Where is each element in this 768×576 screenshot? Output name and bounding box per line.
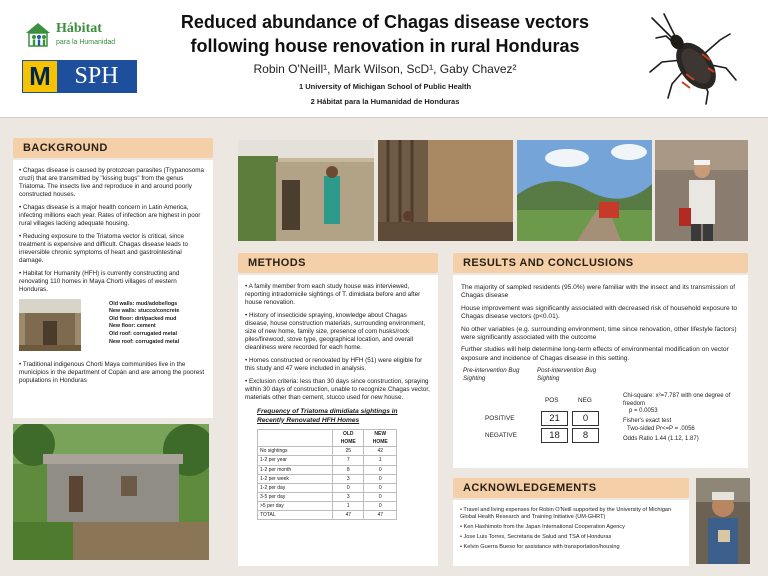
acknowledgements-panel <box>453 500 689 566</box>
row-negative: NEGATIVE <box>485 432 517 440</box>
methods-panel <box>238 275 438 566</box>
column-pos: POS <box>545 397 559 405</box>
floor-new: New floor: cement <box>109 323 156 330</box>
table-row <box>258 465 397 474</box>
sph-wordmark: SPH <box>57 61 136 92</box>
stat-chi-square-p: p = 0.0053 <box>629 408 658 415</box>
table-cell: 47 <box>333 511 364 520</box>
poster-header <box>0 0 768 118</box>
table-cell: No sightings <box>258 447 333 456</box>
table-row <box>258 474 397 483</box>
table-cell: 42 <box>364 447 397 456</box>
table-cell: 3-5 per day <box>258 492 333 501</box>
background-heading-band <box>13 138 213 158</box>
sightings-table <box>257 429 397 520</box>
background-bullet-3: • Reducing exposure to the Triatoma vector is critical, since treatment is expensive and difficult. Chagas disease leads to irreversible chronic symptoms of heart and gastrointestinal damage. <box>19 232 188 265</box>
photo-mud-wall <box>378 140 513 241</box>
table-cell: 3 <box>333 492 364 501</box>
affiliation-1: 1 University of Michigan School of Public Health <box>298 82 472 91</box>
background-heading: BACKGROUND <box>23 142 108 154</box>
umich-m-mark: M <box>23 61 57 92</box>
cell-neg-neg: 8 <box>572 428 599 443</box>
housing-comparison <box>19 299 207 357</box>
table-cell: 0 <box>364 474 397 483</box>
table-header-cell <box>258 430 333 447</box>
pre-intervention-label: Pre-intervention Bug Sighting <box>463 367 520 382</box>
table-row <box>258 483 397 492</box>
table-row <box>258 492 397 501</box>
table-header-row <box>258 430 397 447</box>
title-line-2: following house renovation in rural Honduras <box>190 36 580 56</box>
methods-bullet-2: • History of insecticide spraying, knowledge about Chagas disease, house construction materials, surrounding environment, size of new home, family size, presence of corn husks/rock piles/firewood, stove type, geographical location, and overall cleanliness were recorded for each home. <box>245 311 426 352</box>
table-cell: 0 <box>364 465 397 474</box>
results-para-3: No other variables (e.g. surrounding environment, time since renovation, other lifestyle factors) were significantly associated with the outcome <box>461 325 737 342</box>
photo-child <box>696 478 750 564</box>
table-header-cell: OLD HOME <box>333 430 364 447</box>
background-panel <box>13 160 213 418</box>
table-cell: 1 <box>364 456 397 465</box>
table-row <box>258 447 397 456</box>
stat-odds-ratio: Odds Ratio 1.44 (1.12, 1.87) <box>623 436 699 443</box>
table-cell: 1-2 per day <box>258 483 333 492</box>
table-cell: 3 <box>333 474 364 483</box>
sightings-table-title <box>257 408 407 425</box>
cell-neg-pos: 18 <box>541 428 568 443</box>
walls-new: New walls: stucco/concrete <box>109 308 180 315</box>
habitat-logo-name: Hábitat <box>56 21 102 36</box>
table-cell: >5 per day <box>258 501 333 510</box>
habitat-logo-subtitle: para la Humanidad <box>56 39 116 46</box>
stat-fisher: Fisher's exact test <box>623 418 672 425</box>
table-cell: 7 <box>333 456 364 465</box>
stat-fisher-p: Two-sided Pr<=P = .0056 <box>627 425 695 432</box>
row-positive: POSITIVE <box>485 415 515 423</box>
old-house-photo <box>19 299 81 351</box>
results-heading-band <box>453 253 748 273</box>
results-panel <box>453 275 748 468</box>
walls-old: Old walls: mud/adobe/logs <box>109 300 178 307</box>
author-list: Robin O'Neill¹, Mark Wilson, ScD¹, Gaby Chavez² <box>253 62 517 76</box>
table-cell: 0 <box>364 501 397 510</box>
table-row <box>258 456 397 465</box>
kissing-bug-icon <box>642 12 742 107</box>
table-cell: TOTAL <box>258 511 333 520</box>
background-bullet-1: • Chagas disease is caused by protozoan parasites (Trypanosoma cruzi) that are transmitted by "kissing bugs" from the genus Triatoma. The insects live and reproduce in and around poorly constructed houses. <box>19 167 205 199</box>
cell-pos-neg: 0 <box>572 411 599 426</box>
table-title-species: Triatoma dimidiata <box>300 408 359 415</box>
roof-new: New roof: corrugated metal <box>109 338 180 345</box>
cell-pos-pos: 21 <box>541 411 568 426</box>
photo-valley-road <box>517 140 652 241</box>
methods-bullet-1: • A family member from each study house was interviewed, reporting intradomicile sightings of T. dimidiata before and after house renovation. <box>245 283 421 307</box>
title-line-1: Reduced abundance of Chagas disease vectors <box>180 12 590 32</box>
ack-item-3: • Jose Luis Torres, Secretaria de Salud and TSA of Honduras <box>460 534 612 541</box>
methods-bullet-3: • Homes constructed or renovated by HFH (51) were eligible for this study and 47 were included in analysis. <box>245 356 423 373</box>
background-bullet-5: • Traditional indigenous Chorti Maya communities live in the municipios in the department of Copán and are among the poorest populations in Honduras <box>19 360 205 384</box>
table-row <box>258 501 397 510</box>
new-house-photo <box>13 424 209 560</box>
table-cell: 1 <box>333 501 364 510</box>
table-cell: 1-2 per week <box>258 474 333 483</box>
habitat-logo <box>24 20 120 50</box>
housing-materials-list <box>109 301 179 347</box>
column-neg: NEG <box>578 397 592 405</box>
floor-old: Old floor: dirt/packed mud <box>109 315 177 322</box>
table-cell: 0 <box>364 483 397 492</box>
umich-sph-logo <box>22 60 137 93</box>
ack-item-1: • Travel and living expenses for Robin O'Neill supported by the University of Michigan Global Health Research and Training Initiative (UM-GHRT) <box>460 507 672 521</box>
affiliation-2: 2 Hábitat para la Humanidad de Honduras <box>310 97 460 106</box>
table-cell: 0 <box>364 492 397 501</box>
results-para-1: The majority of sampled residents (95.0%) were familiar with the insect and its transmission of Chagas disease <box>461 284 736 300</box>
results-para-4: Further studies will help determine long-term effects of environmental modification on vector exposure and incidence of Chagas disease in this setting. <box>461 346 729 362</box>
table-cell: 8 <box>333 465 364 474</box>
results-heading: RESULTS AND CONCLUSIONS <box>463 257 634 269</box>
table-cell: 25 <box>333 447 364 456</box>
table-title-part-1: Frequency of <box>257 408 301 415</box>
table-cell: 47 <box>364 511 397 520</box>
methods-bullet-4: • Exclusion criteria: less than 30 days since construction, spraying within 30 days of construction, unable to recognize Chagas vector, materials other than cement, stucco used for new house. <box>245 377 430 401</box>
photo-house-woman <box>238 140 374 241</box>
poster-title <box>150 10 620 58</box>
table-cell: 1-2 per month <box>258 465 333 474</box>
table-row <box>258 511 397 520</box>
sightings-frequency-table <box>257 429 397 520</box>
house-people-icon <box>24 20 52 48</box>
photo-researcher <box>655 140 748 241</box>
table-title-part-2: sightings in Recently Renovated HFH Homes <box>257 408 398 424</box>
table-cell: 0 <box>333 483 364 492</box>
contingency-table-area <box>461 365 740 457</box>
acknowledgements-heading: ACKNOWLEDGEMENTS <box>463 482 597 494</box>
post-intervention-label: Post-intervention Bug Sighting <box>537 367 597 382</box>
methods-heading: METHODS <box>248 257 306 269</box>
acknowledgements-heading-band <box>453 478 689 498</box>
ack-item-2: • Ken Hashimoto from the Japan International Cooperation Agency <box>460 524 625 531</box>
methods-heading-band <box>238 253 438 273</box>
table-header-cell: NEW HOME <box>364 430 397 447</box>
stat-chi-square: Chi-square: x²=7.787 with one degree of freedom <box>623 393 731 407</box>
background-bullet-2: • Chagas disease is a major health concern in Latin America, infecting millions each year. Rates of infection are highest in poor rural villages lacking adequate housing. <box>19 203 201 228</box>
ack-item-4: • Kelvin Guerra Bueso for assistance with transportation/housing <box>460 544 620 551</box>
table-cell: 1-2 per year <box>258 456 333 465</box>
statistics-block <box>623 393 741 443</box>
roof-old: Old roof: corrugated metal <box>109 331 177 338</box>
background-bullet-4: • Habitat for Humanity (HFH) is currently constructing and renovating 110 homes in Maya Chorti villages of western Honduras. <box>19 269 180 293</box>
results-para-2: House improvement was significantly associated with decreased risk of household exposure to Chagas disease vectors (p<0.01). <box>461 304 737 321</box>
